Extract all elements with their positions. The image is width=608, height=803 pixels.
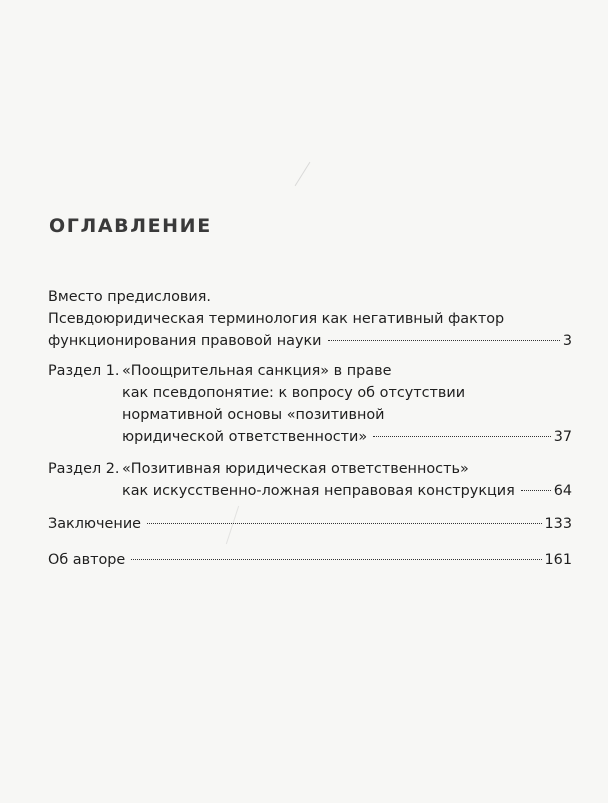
toc-preface-line3: функционирования правовой науки (48, 333, 322, 349)
toc-section2-prefix-wrap (48, 458, 119, 480)
toc-section1-line2: как псевдопонятие: к вопросу об отсутствии (122, 385, 466, 401)
toc-entry-section1[interactable] (122, 426, 572, 448)
toc-entry-about[interactable] (48, 549, 572, 571)
toc-entry-conclusion[interactable] (48, 513, 572, 535)
toc-page-number: 161 (544, 552, 572, 568)
toc-entry-preface[interactable] (48, 330, 572, 352)
toc-page-number: 64 (553, 483, 572, 499)
toc-leader-dots (131, 558, 541, 560)
toc-section1-prefix: Раздел 1. (48, 363, 120, 379)
toc-section1-line4: юридической ответственности» (122, 429, 368, 445)
toc-section1-line1-wrap (48, 360, 119, 382)
toc-page-number: 133 (544, 516, 572, 532)
scan-mark (295, 162, 311, 186)
toc-conclusion-title: Заключение (48, 516, 142, 532)
toc-section2-line1: «Позитивная юридическая ответственность» (122, 461, 469, 477)
toc-leader-dots (328, 339, 560, 341)
toc-leader-dots (147, 522, 542, 524)
toc-page-number: 3 (562, 333, 572, 349)
toc-about-title: Об авторе (48, 552, 126, 568)
toc-leader-dots (521, 489, 551, 491)
toc-preface-line2: Псевдоюридическая терминология как негативный фактор (48, 311, 505, 327)
toc-leader-dots (373, 435, 550, 437)
toc-section2-line2: как искусственно-ложная неправовая конструкция (122, 483, 515, 499)
toc-section1-line1: «Поощрительная санкция» в праве (122, 363, 392, 379)
toc-page-number: 37 (553, 429, 572, 445)
toc-entry-section2[interactable] (122, 480, 572, 502)
toc-preface-line1: Вместо предисловия. (48, 289, 211, 305)
toc-section2-prefix: Раздел 2. (48, 461, 120, 477)
toc-heading: ОГЛАВЛЕНИЕ (49, 215, 212, 237)
toc-section1-line3: нормативной основы «позитивной (122, 407, 385, 423)
